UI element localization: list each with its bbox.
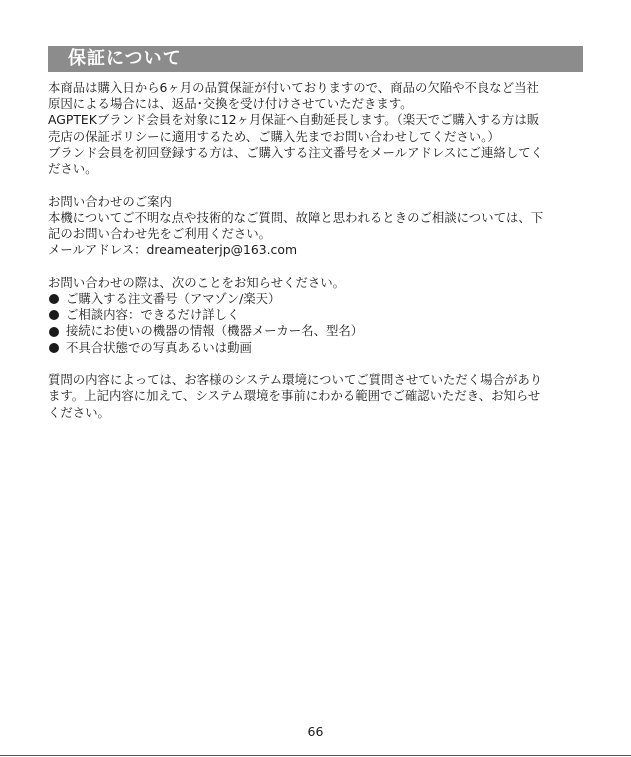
inquiry-item-text: ご購入する注文番号（アマゾン/楽天） [66,291,281,307]
warranty-line: AGPTEKブランド会員を対象に12ヶ月保証へ自動延長します。（楽天でご購入する方は販 [48,112,540,128]
bullet-icon [49,327,59,337]
warranty-line: 売店の保証ポリシーに適用するため、ご購入先までお問い合わせしてください。） [48,128,500,144]
warranty-line: 原因による場合には、返品･交換を受け付けさせていただきます。 [48,96,413,112]
spacer [48,258,583,274]
bullet-icon [49,294,59,304]
inquiry-section [48,275,583,356]
section-title: 保証について [68,48,182,69]
warranty-line: ださい。 [48,161,98,177]
note-line: ます。上記内容に加えて、システム環境を事前にわかる範囲でご確認いただき、お知らせ [48,388,541,404]
inquiry-intro: お問い合わせの際は、次のことをお知らせください。 [48,274,346,290]
note-line: ください。 [48,404,110,420]
bullet-icon [49,343,59,353]
spacer [48,177,583,193]
warranty-line: ブランド会員を初回登録する方は、ご購入する注文番号をメールアドレスにご連絡してく [48,144,544,160]
contact-line: 記のお問い合わせ先をご利用ください。 [48,226,272,242]
inquiry-item-text: 接続にお使いの機器の情報（機器メーカー名、型名） [66,323,364,339]
bullet-icon [49,310,59,320]
inquiry-item [48,307,583,323]
page-content [48,80,583,421]
warranty-paragraph [48,80,583,177]
note-line: 質問の内容によっては、お客様のシステム環境についてご質問させていただく場合があり [48,372,543,388]
inquiry-item [48,340,583,356]
contact-section [48,194,583,259]
inquiry-item-text: 不具合状態での写真あるいは動画 [66,339,252,355]
inquiry-item [48,291,583,307]
note-paragraph [48,372,583,421]
inquiry-item-text: ご相談内容：できるだけ詳しく [66,307,240,323]
page-number: 66 [307,724,324,739]
contact-heading: お問い合わせのご案内 [48,193,172,209]
spacer [48,356,583,372]
contact-email: メールアドレス：dreameaterjp@163.com [48,242,298,258]
section-title-bar [48,46,583,72]
warranty-line: 本商品は購入日から6ヶ月の品質保証が付いておりますので、商品の欠陥や不良など当社 [48,80,539,95]
inquiry-item [48,323,583,339]
contact-line: 本機についてご不明な点や技術的なご質問、故障と思われるときのご相談については、下 [48,209,544,225]
bottom-divider [0,755,631,756]
